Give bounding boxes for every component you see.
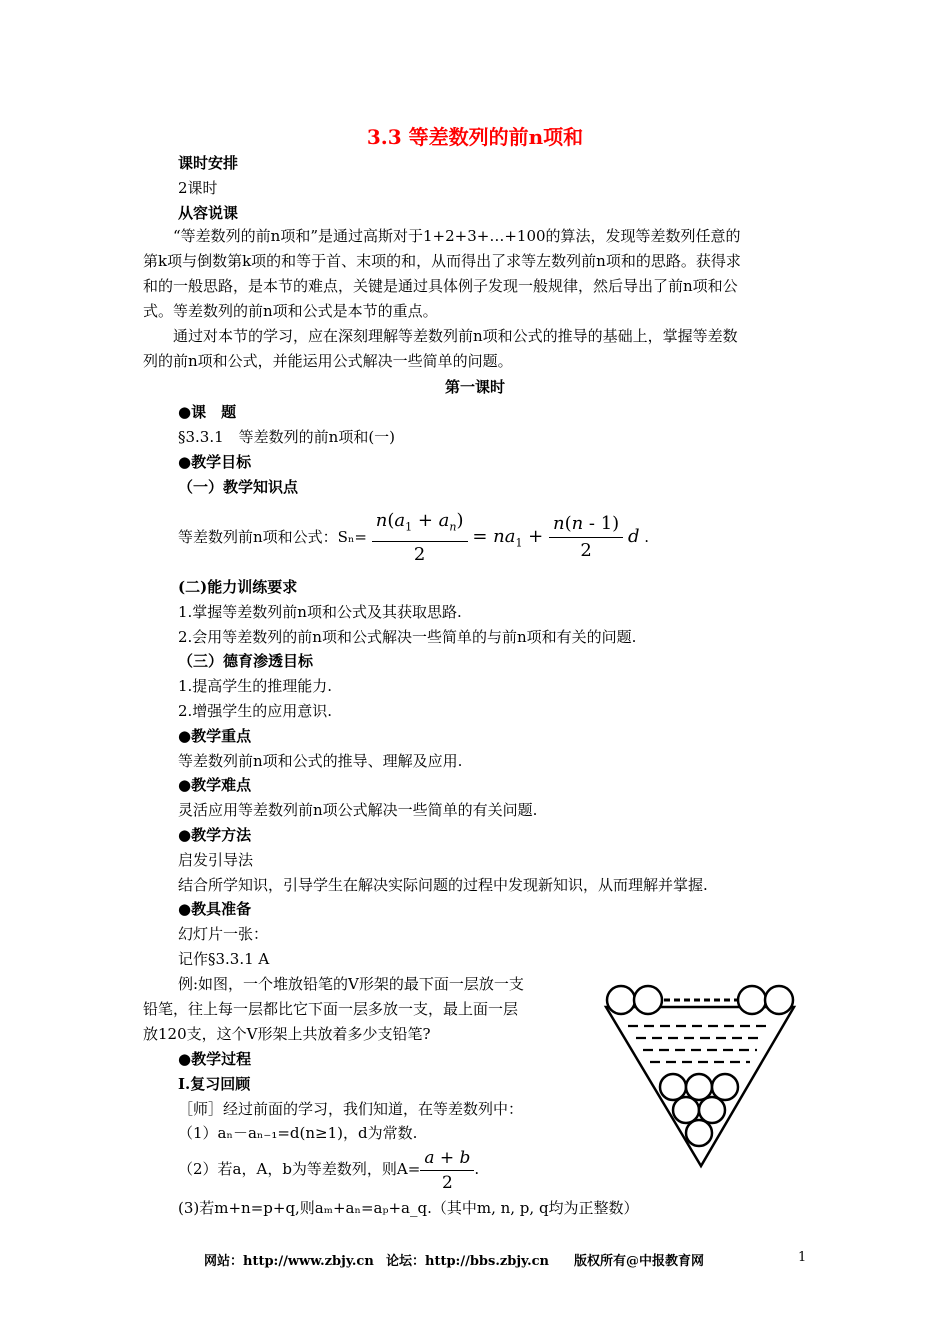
formula-fraction-2: $\frac{n(n - 1)}{2}$ (549, 511, 623, 564)
text-line: 和的一般思路，是本节的难点，关键是通过具体例子发现一般规律，然后导出了前n项和公 (143, 277, 738, 295)
heading-process: ●教学过程 (178, 1050, 252, 1068)
text-line: 通过对本节的学习，应在深刻理解等差数列前n项和公式的推导的基础上，掌握等差数 (173, 327, 738, 345)
text-line: “等差数列的前n项和”是通过高斯对于1+2+3+…+100的算法，发现等差数列任意的 (173, 227, 741, 245)
heading-review: Ⅰ.复习回顾 (178, 1075, 251, 1093)
review-item-3: (3)若m+n=p+q,则aₘ+aₙ=aₚ+a_q.（其中m, n, p, q均为正整数） (178, 1199, 639, 1217)
pencil-circle (686, 1120, 712, 1146)
pencil-circle (738, 986, 766, 1014)
goal-moral-2: 2.增强学生的应用意识. (178, 702, 333, 720)
tools-text-1: 幻灯片一张： (178, 925, 269, 943)
review-item-2-text: （2）若a，A，b为等差数列，则A= (178, 1160, 421, 1178)
topic-text: §3.3.1 等差数列的前n项和(一) (178, 428, 396, 446)
method-text-1: 启发引导法 (178, 851, 254, 869)
example-line-1: 例:如图，一个堆放铅笔的V形架的最下面一层放一支 (178, 975, 524, 993)
pencil-circle (660, 1074, 686, 1100)
footer-forum-link[interactable]: 论坛：http://bbs.zbjy.cn (386, 1254, 550, 1269)
footer-copyright: 版权所有@中报教育网 (574, 1254, 705, 1269)
pencil-circle (712, 1074, 738, 1100)
text-line: 式。等差数列的前n项和公式是本节的重点。 (143, 302, 438, 320)
example-line-2: 铅笔，往上每一层都比它下面一层多放一支，最上面一层 (143, 1000, 519, 1018)
heading-intro: 从容说课 (178, 204, 239, 222)
heading-goal-knowledge: （一）教学知识点 (178, 478, 299, 496)
pencil-circle (699, 1097, 725, 1123)
review-intro: ［师］经过前面的学习，我们知道，在等差数列中： (178, 1100, 524, 1118)
text-line: 列的前n项和公式，并能运用公式解决一些简单的问题。 (143, 352, 513, 370)
pencil-circle (765, 986, 793, 1014)
key-point-text: 等差数列前n项和公式的推导、理解及应用. (178, 752, 463, 770)
review-item-1: （1）aₙ－aₙ₋₁=d(n≥1)，d为常数. (178, 1124, 418, 1142)
schedule-text: 2课时 (178, 179, 218, 197)
intro-paragraph-2 (143, 324, 807, 374)
heading-difficulty: ●教学难点 (178, 776, 252, 794)
sum-formula: 等差数列前n项和公式：Sₙ= $\frac{n(a_1 + a_n)}{2}$ = $na_1$ + $\frac{n(n - 1)}{2}$ d . (178, 508, 649, 571)
pencil-circle (634, 986, 662, 1014)
heading-schedule: 课时安排 (178, 154, 239, 172)
heading-goals: ●教学目标 (178, 453, 252, 471)
review-item-2 (178, 1144, 479, 1195)
difficulty-text: 灵活应用等差数列前n项公式解决一些简单的有关问题. (178, 801, 538, 819)
heading-goal-moral: （三）德育渗透目标 (178, 652, 314, 670)
formula-label: 等差数列前n项和公式：Sₙ= (178, 527, 367, 546)
heading-key-point: ●教学重点 (178, 727, 252, 745)
tools-text-2: 记作§3.3.1 A (178, 950, 270, 968)
section-title: 3.3 等差数列的前n项和 (366, 125, 584, 149)
pencil-v-rack-figure (600, 983, 800, 1171)
fraction-denominator: 2 (441, 1172, 453, 1193)
intro-paragraph-1 (143, 224, 807, 324)
goal-moral-1: 1.提高学生的推理能力. (178, 677, 333, 695)
method-text-2: 结合所学知识，引导学生在解决实际问题的过程中发现新知识，从而理解并掌握. (178, 876, 708, 894)
heading-topic: ●课 题 (178, 403, 237, 421)
midpoint-fraction (420, 1146, 474, 1195)
goal-ability-1: 1.掌握等差数列前n项和公式及其获取思路. (178, 603, 462, 621)
goal-ability-2: 2.会用等差数列的前n项和公式解决一些简单的与前n项和有关的问题. (178, 628, 637, 646)
formula-fraction-1: $\frac{n(a_1 + a_n)}{2}$ (372, 508, 468, 568)
heading-method: ●教学方法 (178, 826, 252, 844)
formula-tail: . (644, 527, 650, 546)
lesson-heading: 第一课时 (444, 378, 505, 396)
heading-goal-ability: (二)能力训练要求 (178, 578, 298, 596)
footer-site-link[interactable]: 网站：http://www.zbjy.cn (204, 1254, 374, 1269)
pencil-circle (686, 1074, 712, 1100)
heading-tools: ●教具准备 (178, 900, 252, 918)
pencil-circle (607, 986, 635, 1014)
page-number: 1 (798, 1250, 807, 1265)
pencil-circle (673, 1097, 699, 1123)
example-line-3: 放120支，这个V形架上共放着多少支铅笔? (143, 1025, 431, 1043)
text-line: 第k项与倒数第k项的和等于首、末项的和，从而得出了求等左数列前n项和的思路。获得求 (143, 252, 741, 270)
fraction-numerator: a + b (420, 1146, 474, 1171)
review-item-2-tail: . (474, 1160, 480, 1178)
